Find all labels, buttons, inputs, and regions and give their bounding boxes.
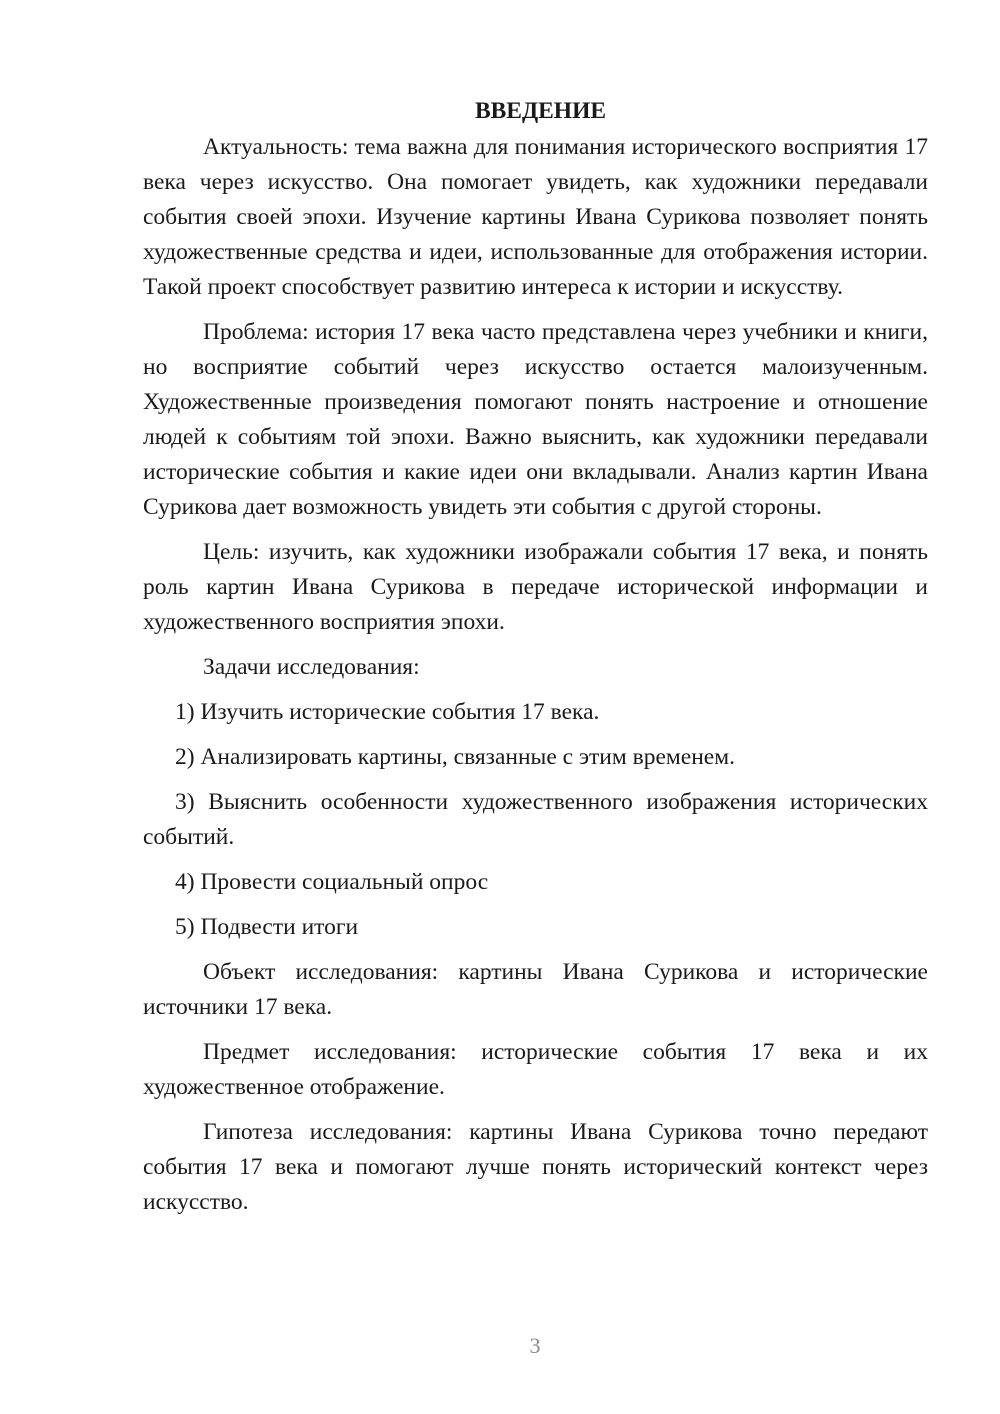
page-number: 3 <box>529 1333 541 1358</box>
list-item: 1) Изучить исторические события 17 века. <box>175 699 600 725</box>
subject-paragraph: Предмет исследования: исторические события 17 века и их художественное отображение. <box>143 1039 928 1100</box>
relevance-paragraph: Актуальность: тема важна для понимания исторического восприятия 17 века через искусство. Она помогает увидеть, как художники передавали события своей эпохи. Изучение картины Ивана Сурикова позволяет понять художественные средства и идеи, использованные для отображения истории. Такой проект способствует развитию интереса к истории и искусству. <box>143 134 928 300</box>
list-item: 3) Выяснить особенности художественного изображения исторических событий. <box>143 789 928 850</box>
tasks-list <box>143 695 928 945</box>
hypothesis-paragraph: Гипотеза исследования: картины Ивана Сурикова точно передают события 17 века и помогают лучше понять исторический контекст через искусство. <box>143 1119 928 1215</box>
goal-paragraph: Цель: изучить, как художники изображали события 17 века, и понять роль картин Ивана Сурикова в передаче исторической информации и художественного восприятия эпохи. <box>143 539 928 635</box>
list-item: 2) Анализировать картины, связанные с этим временем. <box>175 744 735 770</box>
document-body <box>143 92 928 1230</box>
section-heading: ВВЕДЕНИЕ <box>474 98 607 124</box>
list-item: 5) Подвести итоги <box>175 914 359 940</box>
list-item: 4) Провести социальный опрос <box>175 869 489 895</box>
tasks-intro: Задачи исследования: <box>203 654 420 680</box>
object-paragraph: Объект исследования: картины Ивана Сурикова и исторические источники 17 века. <box>143 959 928 1020</box>
problem-paragraph: Проблема: история 17 века часто представлена через учебники и книги, но восприятие событий через искусство остается малоизученным. Художественные произведения помогают понять настроение и отношение людей к событиям той эпохи. Важно выяснить, как художники передавали исторические события и какие идеи они вкладывали. Анализ картин Ивана Сурикова дает возможность увидеть эти события с другой стороны. <box>143 319 928 520</box>
